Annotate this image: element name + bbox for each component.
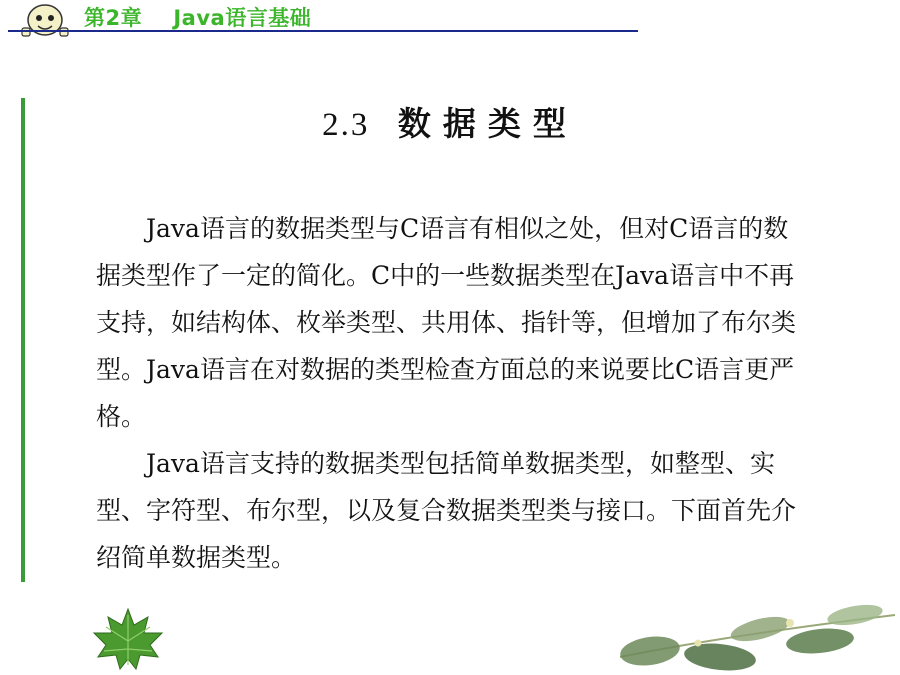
section-title: 数据类型 — [397, 104, 578, 143]
paragraph: Java语言支持的数据类型包括简单数据类型，如整型、实型、字符型、布尔型，以及复合数据类型类与接口。下面首先介绍简单数据类型。 — [96, 449, 797, 572]
paragraph: Java语言的数据类型与C语言有相似之处，但对C语言的数据类型作了一定的简化。C中的一些数据类型在Java语言中不再支持，如结构体、枚举类型、共用体、指针等，但增加了布尔类型。Java语言在对数据的类型检查方面总的来说要比C语言更严格。 — [96, 214, 797, 431]
body-text — [96, 205, 811, 581]
section-number: 2.3 — [322, 107, 370, 143]
left-accent-bar — [21, 98, 25, 582]
chapter-title: 第2章 Java语言基础 — [84, 6, 312, 30]
cartoon-face-icon — [18, 2, 72, 38]
slide-header — [0, 0, 900, 40]
section-heading — [0, 98, 900, 145]
maple-leaf-icon — [88, 605, 168, 673]
leaf-branch-icon — [610, 595, 900, 675]
header-divider — [8, 30, 638, 32]
